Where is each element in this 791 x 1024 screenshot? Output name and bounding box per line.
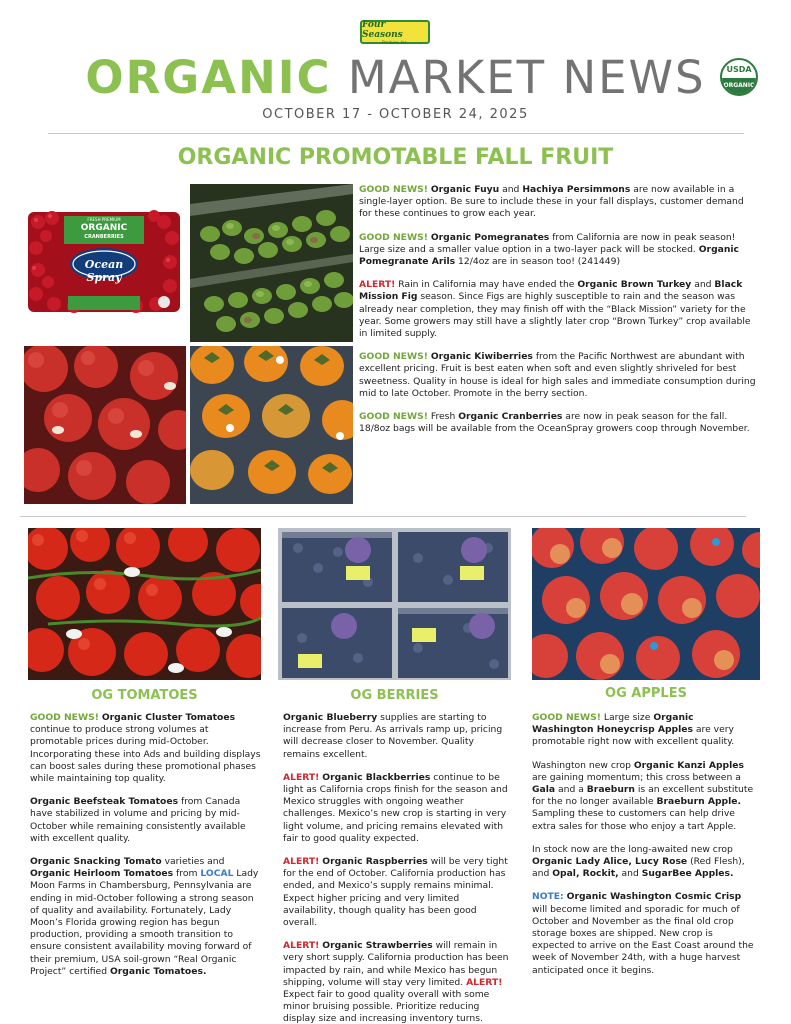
emphasis-text: Organic Strawberries (322, 940, 433, 952)
apples-text (532, 712, 758, 988)
status-label: ALERT! (359, 279, 396, 291)
apples-paragraph-3: In stock now are the long-awaited new crop Organic Lady Alice, Lucy Rose (Red Flesh), and Opal, Rockit, and SugarBee Apples. (532, 843, 745, 880)
emphasis-text: Organic Heirloom Tomatoes (30, 868, 174, 880)
emphasis-text: Organic Tomatoes. (109, 965, 207, 977)
emphasis-text: Organic Kiwiberries (430, 351, 533, 363)
berries-paragraph-4: ALERT! Organic Strawberries will remain in very short supply. California production has been impacted by rain, and while Mexico has begun shipping, volume will stay very limited. ALERT! Expect fair to good quality overall with some minor bruising possible. Prioritize reducing display size and increasing inventory turns. (283, 940, 509, 1024)
pomegranates-photo (24, 346, 186, 504)
emphasis-text: Organic Beefsteak Tomatoes (30, 796, 179, 808)
title-market-news: MARKET NEWS (347, 51, 706, 104)
fall-fruit-paragraph-4: GOOD NEWS! Organic Kiwiberries from the Pacific Northwest are abundant with excellent pricing. Fruit is best eaten when soft and even slightly shriveled for best sweetness. Quality in house is ideal for high sales and immediate consumption during mid to late October. Promote in the berry section. (359, 351, 756, 399)
berries-paragraph-1: Organic Blueberry supplies are starting to increase from Peru. As arrivals ramp up, pricing will decrease closer to November. Quality remains excellent. (283, 712, 503, 760)
apples-photo (532, 528, 760, 680)
cranberries-bag-photo (24, 208, 184, 316)
divider-middle (20, 516, 746, 517)
fall-fruit-paragraph-3: ALERT! Rain in California may have ended the Organic Brown Turkey and Black Mission Fig season. Since Figs are highly susceptible to rain and the season was already near completion, they may finish off with the “Black Mission” variety for the year. Some growers may still have a slightly later crop “Brown Turkey” crop available in limited supply. (359, 279, 751, 340)
emphasis-text: Organic Washington Cosmic Crisp (566, 891, 742, 903)
logo-sub: Produce, Inc. (382, 39, 408, 45)
status-label: NOTE: (532, 891, 564, 903)
kiwiberries-photo (190, 184, 353, 342)
emphasis-text: Organic Raspberries (322, 856, 428, 868)
emphasis-text: Opal, Rockit, (552, 868, 619, 880)
section-title: ORGANIC PROMOTABLE FALL FRUIT (177, 145, 614, 170)
fall-fruit-paragraph-2: GOOD NEWS! Organic Pomegranates from California are now in peak season! Large size and a smaller value option in a two-layer pack will be stocked. Organic Pomegranate Arils 12/4oz are in season too! (241449) (359, 231, 740, 268)
usda-seal-top: USDA (726, 65, 752, 74)
emphasis-text: Organic Cluster Tomatoes (101, 712, 236, 723)
blueberries-photo (278, 528, 511, 680)
emphasis-text: Organic Blueberry (283, 712, 378, 723)
berries-paragraph-3: ALERT! Organic Raspberries will be very tight for the end of October. California production has ended, and Mexico’s supply remains minimal. Expect higher pricing and very limited availability, though quality has been good overall. (283, 856, 508, 929)
bag-brand: Ocean Spray (84, 258, 124, 284)
emphasis-text: Organic Blackberries (322, 771, 431, 783)
divider-top (48, 133, 744, 134)
title-organic: ORGANIC (85, 51, 332, 104)
tomatoes-photo (28, 528, 261, 680)
emphasis-text: Organic Washington Honeycrisp Apples (532, 712, 694, 736)
emphasis-text: Gala (532, 784, 556, 796)
apples-paragraph-4: NOTE: Organic Washington Cosmic Crisp will become limited and sporadic for much of October and November as the final old crop storage boxes are shipped. New crop is expected to arrive on the East Coast around the week of November 24th, with a huge harvest anticipated once it begins. (532, 891, 754, 976)
tomatoes-text (30, 712, 262, 989)
heading-og-apples: OG APPLES (605, 686, 687, 701)
logo-name: Four Seasons (362, 19, 403, 40)
status-label: ALERT! (283, 940, 320, 952)
status-label: ALERT! (466, 976, 503, 988)
heading-og-berries: OG BERRIES (350, 688, 439, 703)
tomatoes-paragraph-3: Organic Snacking Tomato varieties and Organic Heirloom Tomatoes from LOCAL Lady Moon Farms in Chambersburg, Pennsylvania are ending in mid-October following a strong season of quality and availability. Fortunately, Lady Moon’s Florida growing region has begun production, providing a smooth transition to ensure consistent availability moving forward of their premium, USA soil-grown “Real Organic Project” certified Organic Tomatoes. (30, 856, 259, 977)
status-label: GOOD NEWS! (359, 184, 428, 195)
local-label: LOCAL (200, 868, 234, 880)
berries-paragraph-2: ALERT! Organic Blackberries continue to be light as California crops finish for the season and Mexico struggles with ongoing weather challenges. Mexico’s new crop is starting in very light volume, and pricing remains elevated with fair to good quality expected. (283, 771, 508, 844)
emphasis-text: Organic Cranberries (458, 411, 563, 423)
status-label: GOOD NEWS! (359, 231, 428, 243)
emphasis-text: Organic Fuyu (430, 184, 500, 195)
page-title (0, 52, 791, 104)
emphasis-text: SugarBee Apples. (641, 868, 734, 880)
usda-seal-bottom: ORGANIC (722, 78, 756, 94)
usda-organic-seal (720, 58, 758, 96)
status-label: ALERT! (283, 771, 320, 783)
tomatoes-paragraph-1: GOOD NEWS! Organic Cluster Tomatoes continue to produce strong volumes at promotable prices during mid-October. Incorporating these into Ads and building displays can boost sales during these promotional phases while maintaining top quality. (30, 712, 261, 785)
emphasis-text: Black Mission Fig (359, 279, 743, 303)
status-label: ALERT! (283, 856, 320, 868)
fall-fruit-paragraph-1: GOOD NEWS! Organic Fuyu and Hachiya Persimmons are now available in a single-layer option. Be sure to include these in your fall displays, customer demand for these continues to grow each year. (359, 184, 744, 220)
apples-paragraph-1: GOOD NEWS! Large size Organic Washington Honeycrisp Apples are very promotable right now with excellent quality. (532, 712, 735, 748)
persimmons-photo (190, 346, 353, 504)
apples-paragraph-2: Washington new crop Organic Kanzi Apples are gaining momentum; this cross between a Gala and a Braeburn is an excellent substitute for the no longer available Braeburn Apple. Sampling these to customers can help drive extra sales for those who enjoy a tart Apple. (532, 759, 754, 832)
fall-fruit-text (359, 184, 759, 446)
bag-brand-top: FRESH PREMIUM (87, 217, 121, 222)
emphasis-text: Hachiya Persimmons (522, 184, 631, 195)
status-label: GOOD NEWS! (359, 351, 428, 363)
heading-og-tomatoes: OG TOMATOES (91, 688, 198, 703)
emphasis-text: Organic Kanzi Apples (633, 759, 744, 771)
emphasis-text: Organic Snacking Tomato (30, 856, 162, 868)
fall-fruit-paragraph-5: GOOD NEWS! Fresh Organic Cranberries are now in peak season for the fall. 18/8oz bags will be available from the OceanSpray growers coop through November. (359, 411, 750, 435)
emphasis-text: Organic Pomegranates (430, 231, 550, 243)
status-label: GOOD NEWS! (30, 712, 99, 723)
status-label: GOOD NEWS! (359, 411, 428, 423)
emphasis-text: Braeburn Apple. (656, 796, 741, 808)
bag-label2: CRANBERRIES (84, 234, 124, 240)
four-seasons-logo (360, 20, 430, 44)
date-range: OCTOBER 17 - OCTOBER 24, 2025 (262, 107, 529, 122)
berries-text (283, 712, 509, 1024)
bag-label: ORGANIC (80, 223, 128, 233)
tomatoes-paragraph-2: Organic Beefsteak Tomatoes from Canada have stabilized in volume and pricing by mid-October while remaining consistently available with excellent quality. (30, 796, 246, 844)
emphasis-text: Organic Brown Turkey (577, 279, 692, 291)
status-label: GOOD NEWS! (532, 712, 601, 723)
emphasis-text: Organic Pomegranate Arils (359, 243, 740, 268)
emphasis-text: Organic Lady Alice, Lucy Rose (532, 856, 688, 868)
emphasis-text: Braeburn (586, 784, 635, 796)
